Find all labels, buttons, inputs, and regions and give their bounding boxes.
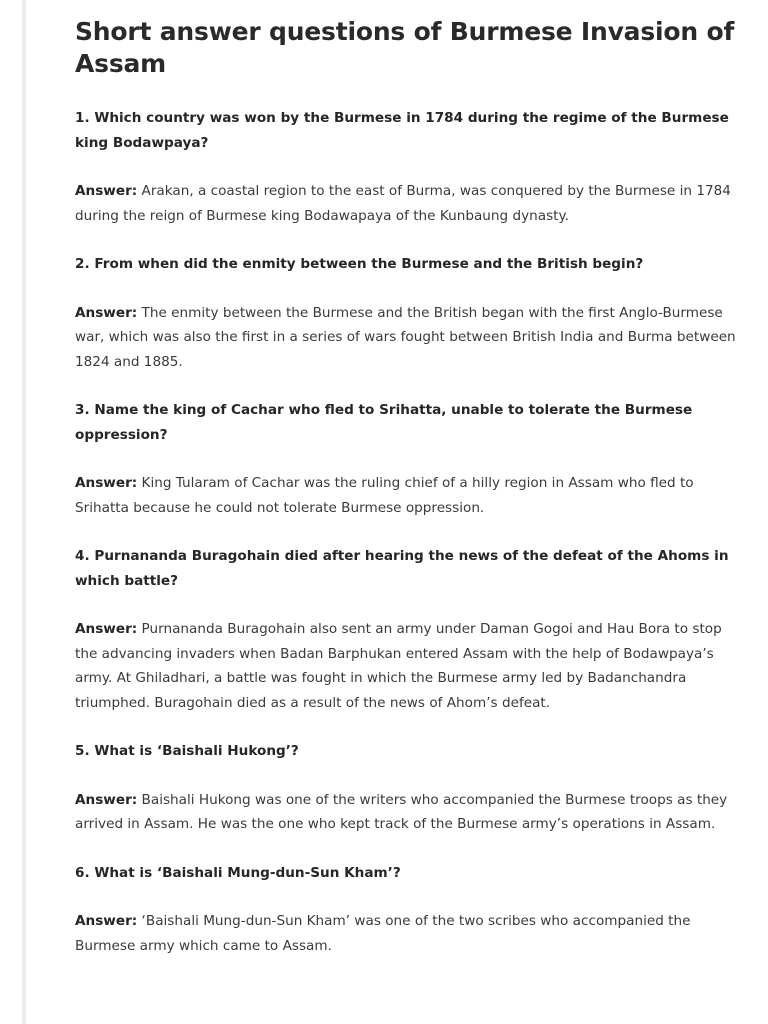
answer-label: Answer:	[75, 621, 138, 637]
answer-3	[75, 471, 740, 520]
page-left-border	[22, 0, 26, 1024]
qa-item-2	[75, 252, 740, 374]
question-5: 5. What is ‘Baishali Hukong’?	[75, 743, 299, 759]
answer-5	[75, 788, 740, 837]
answer-label: Answer:	[75, 791, 138, 808]
qa-item-6	[75, 861, 740, 959]
answer-text: ‘Baishali Mung-dun-Sun Kham’ was one of the two scribes who accompanied the Burmese army which came to Assam.	[75, 913, 691, 954]
answer-label: Answer:	[75, 304, 138, 321]
answer-label: Answer:	[75, 913, 138, 929]
question-4: 4. Purnananda Buragohain died after hearing the news of the defeat of the Ahoms in which battle?	[75, 548, 729, 589]
qa-item-1	[75, 106, 740, 228]
answer-text: King Tularam of Cachar was the ruling chief of a hilly region in Assam who fled to Srihatta because he could not tolerate Burmese oppression.	[75, 475, 694, 516]
qa-item-3	[75, 398, 740, 520]
qa-item-5	[75, 739, 740, 837]
question-6: 6. What is ‘Baishali Mung-dun-Sun Kham’?	[75, 864, 401, 881]
question-3: 3. Name the king of Cachar who fled to Srihatta, unable to tolerate the Burmese oppression?	[75, 402, 693, 443]
question-1: 1. Which country was won by the Burmese in 1784 during the regime of the Burmese king Bodawpaya?	[75, 110, 729, 151]
article	[75, 16, 740, 982]
answer-label: Answer:	[75, 475, 138, 491]
page-title: Short answer questions of Burmese Invasion of Assam	[75, 17, 735, 78]
answer-4	[75, 617, 740, 715]
answer-text: Baishali Hukong was one of the writers who accompanied the Burmese troops as they arrived in Assam. He was the one who kept track of the Burmese army’s operations in Assam.	[75, 791, 728, 832]
answer-label: Answer:	[75, 183, 138, 199]
answer-text: The enmity between the Burmese and the British began with the first Anglo-Burmese war, which was also the first in a series of wars fought between British India and Burma between 1824 and 1885.	[75, 304, 736, 370]
answer-text: Arakan, a coastal region to the east of Burma, was conquered by the Burmese in 1784 during the reign of Burmese king Bodawapaya of the Kunbaung dynasty.	[75, 183, 731, 224]
qa-item-4	[75, 544, 740, 715]
answer-1	[75, 179, 740, 228]
answer-text: Purnananda Buragohain also sent an army under Daman Gogoi and Hau Bora to stop the advancing invaders when Badan Barphukan entered Assam with the help of Bodawpaya’s army. At Ghiladhari, a battle was fought in which the Burmese army led by Badanchandra triumphed. Buragohain died as a result of the news of Ahom’s defeat.	[75, 621, 722, 711]
answer-6	[75, 909, 740, 958]
question-2: 2. From when did the enmity between the Burmese and the British begin?	[75, 256, 644, 272]
answer-2	[75, 301, 740, 375]
